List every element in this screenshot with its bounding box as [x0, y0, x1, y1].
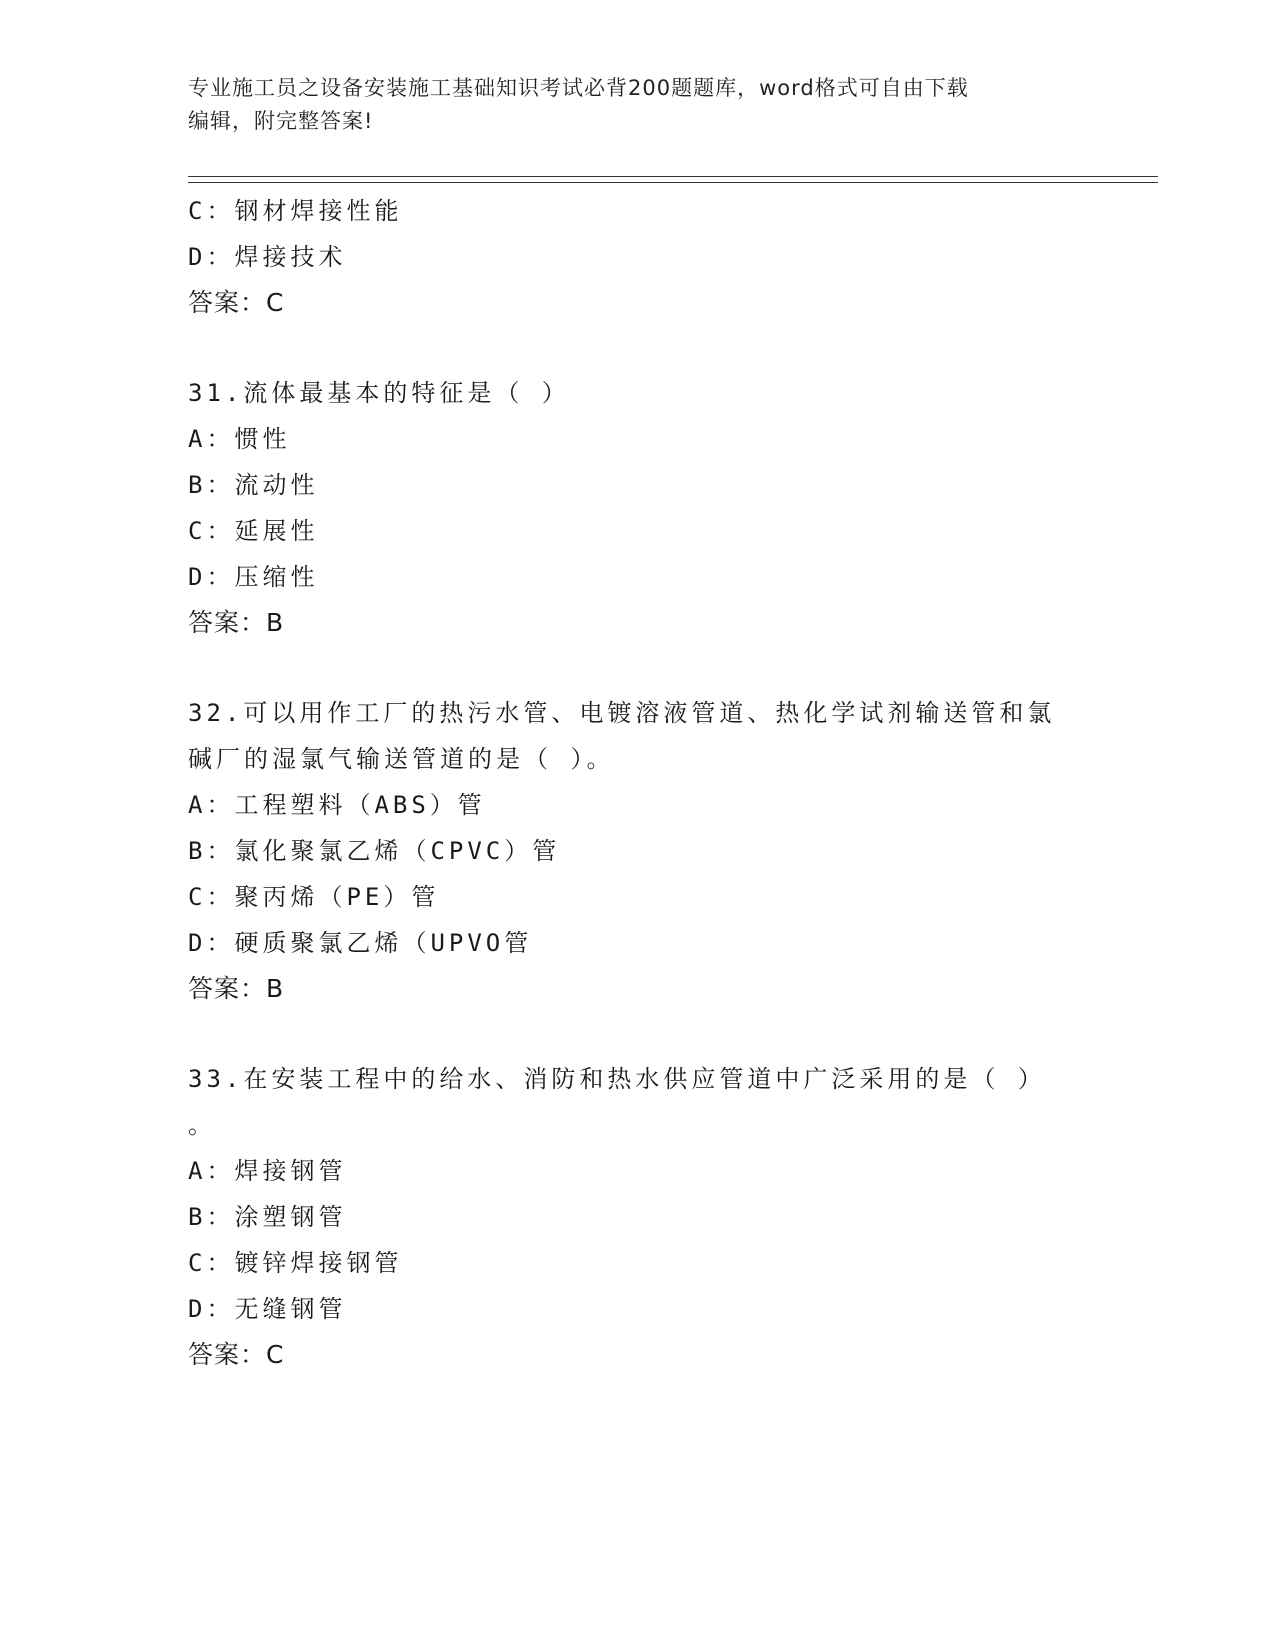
question-stem: 31.流体最基本的特征是（ ）	[188, 379, 570, 407]
header-line-1: 专业施工员之设备安装施工基础知识考试必背200题题库，word格式可自由下载	[188, 76, 969, 100]
question-stem-line-2: 碱厂的湿氯气输送管道的是（ ）。	[188, 745, 615, 773]
option-b: B：涂塑钢管	[188, 1203, 347, 1231]
question-31	[188, 370, 1148, 646]
option-c: C：延展性	[188, 517, 319, 545]
option-b: B：流动性	[188, 471, 319, 499]
option-d: D：无缝钢管	[188, 1295, 347, 1323]
question-33	[188, 1056, 1148, 1378]
answer: 答案：C	[188, 288, 285, 317]
option-d: D：焊接技术	[188, 243, 347, 271]
option-c: C：镀锌焊接钢管	[188, 1249, 403, 1277]
header-rule-top	[188, 176, 1158, 177]
question-stem-line-1: 33.在安装工程中的给水、消防和热水供应管道中广泛采用的是（ ）	[188, 1065, 1046, 1093]
answer: 答案：B	[188, 608, 285, 637]
option-a: A：焊接钢管	[188, 1157, 347, 1185]
answer: 答案：C	[188, 1340, 285, 1369]
option-c: C：聚丙烯（PE）管	[188, 883, 440, 911]
question-32	[188, 690, 1148, 1012]
option-d: D：压缩性	[188, 563, 319, 591]
question-stem-line-1: 32.可以用作工厂的热污水管、电镀溶液管道、热化学试剂输送管和氯	[188, 699, 1056, 727]
option-d: D：硬质聚氯乙烯（UPVO管	[188, 929, 533, 957]
answer: 答案：B	[188, 974, 285, 1003]
header-line-2: 编辑，附完整答案!	[188, 109, 374, 133]
page-header	[188, 72, 1088, 138]
question-30-tail	[188, 188, 1148, 326]
question-stem-line-2: 。	[188, 1111, 216, 1139]
option-a: A：工程塑料（ABS）管	[188, 791, 486, 819]
header-rule-bottom	[188, 182, 1158, 183]
option-a: A：惯性	[188, 425, 291, 453]
option-b: B：氯化聚氯乙烯（CPVC）管	[188, 837, 561, 865]
option-c: C：钢材焊接性能	[188, 197, 403, 225]
document-body	[188, 188, 1148, 1378]
